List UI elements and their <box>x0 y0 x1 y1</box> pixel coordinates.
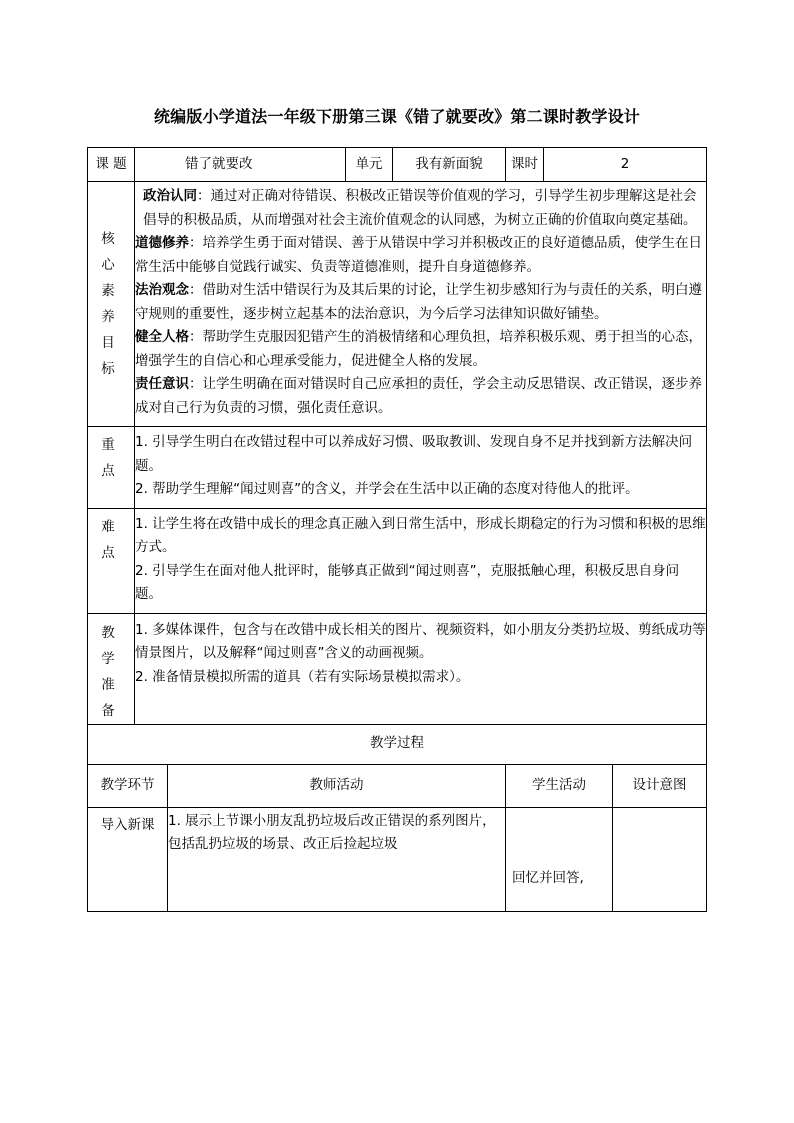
process-intent <box>613 807 707 911</box>
process-col-student: 学生活动 <box>506 764 613 807</box>
lesson-plan-table <box>87 147 707 912</box>
process-col-stage: 教学环节 <box>88 764 168 807</box>
core-goal-text: ：培养学生勇于面对错误、善于从错误中学习并积极改正的良好道德品质，使学生在日常生活中能够自觉践行诚实、负责等道德准则，提升自身道德修养。 <box>135 235 702 275</box>
difficulties-row <box>88 508 707 613</box>
core-goal-text: ：借助对生活中错误行为及其后果的讨论，让学生初步感知行为与责任的关系，明白遵守规则的重要性，逐步树立起基本的法治意识，为今后学习法律知识做好铺垫。 <box>135 282 702 322</box>
difficulty-item: 2. 引导学生在面对他人批评时，能够真正做到“闻过则喜”，克服抵触心理，积极反思自身问题。 <box>135 562 680 602</box>
core-goal-head: 健全人格 <box>135 329 189 345</box>
key-points-row <box>88 427 707 509</box>
core-label-line-3: 目 标 <box>101 335 121 377</box>
process-student-text: 回忆并回答, <box>512 870 584 887</box>
difficulties-label <box>88 508 135 613</box>
key-points-label <box>88 427 135 509</box>
core-goal-text: ：通过对正确对待错误、积极改正错误等价值观的学习，引导学生初步理解这是社会倡导的积极品质，从而增强对社会主流价值观念的认同感，为树立正确的价值取向奠定基础。 <box>143 188 697 228</box>
core-goal-head: 责任意识 <box>135 376 189 392</box>
preparation-item: 1. 多媒体课件，包含与在改错中成长相关的图片、视频资料，如小朋友分类扔垃圾、剪纸成功等情景图片，以及解释“闻过则喜”含义的动画视频。 <box>135 621 706 661</box>
core-goals-row <box>88 182 707 427</box>
period-value: 2 <box>544 148 707 182</box>
preparation-label-line-1: 教 学 <box>101 624 121 667</box>
difficulty-item: 1. 让学生将在改错中成长的理念真正融入到日常生活中，形成长期稳定的行为习惯和积极的思维方式。 <box>135 515 706 555</box>
topic-text: 错了就要改 <box>185 155 253 172</box>
unit-label: 单元 <box>346 148 393 182</box>
core-goal-head: 道德修养 <box>135 235 189 251</box>
core-goal-item <box>135 373 706 420</box>
process-col-teacher: 教师活动 <box>168 764 506 807</box>
process-teacher-text: 1. 展示上节课小朋友乱扔垃圾后改正错误的系列图片，包括乱扔垃圾的场景、改正后捡起垃圾 <box>168 812 496 852</box>
process-student <box>506 807 613 911</box>
core-label-line-2: 素 养 <box>101 283 121 325</box>
core-goals-label <box>88 182 135 427</box>
difficulties-label-text: 难 点 <box>101 518 121 561</box>
key-point-item: 1. 引导学生明白在改错过程中可以养成好习惯、吸取教训、发现自身不足并找到新方法解决问题。 <box>135 434 693 474</box>
core-goal-head: 法治观念 <box>135 282 189 298</box>
key-points-content <box>135 427 707 509</box>
process-header-row <box>88 764 707 807</box>
topic-label: 课 题 <box>88 148 135 182</box>
preparation-row <box>88 613 707 724</box>
core-goal-item <box>135 232 706 279</box>
core-goal-head: 政治认同 <box>143 188 197 204</box>
core-goal-item <box>135 185 706 232</box>
preparation-label <box>88 613 135 724</box>
core-goal-text: ：让学生明确在面对错误时自己应承担的责任，学会主动反思错误、改正错误，逐步养成对自己行为负责的习惯，强化责任意识。 <box>135 376 702 416</box>
key-points-label-text: 重 点 <box>101 437 121 479</box>
preparation-label-line-2: 准 备 <box>101 676 121 719</box>
core-goals-content <box>135 182 707 427</box>
core-goal-text: ：帮助学生克服因犯错产生的消极情绪和心理负担，培养积极乐观、勇于担当的心态，增强学生的自信心和心理承受能力，促进健全人格的发展。 <box>135 329 702 369</box>
topic-value <box>135 148 346 182</box>
difficulties-content <box>135 508 707 613</box>
preparation-item: 2. 准备情景模拟所需的道具（若有实际场景模拟需求）。 <box>135 668 470 685</box>
process-stage <box>88 807 168 911</box>
process-teacher <box>168 807 506 911</box>
core-goal-item <box>135 279 706 326</box>
process-title: 教学过程 <box>88 724 707 764</box>
key-point-item: 2. 帮助学生理解“闻过则喜”的含义，并学会在生活中以正确的态度对待他人的批评。 <box>135 481 639 497</box>
header-row <box>88 148 707 182</box>
core-label-line-1: 核 心 <box>101 231 121 273</box>
document-title: 统编版小学道法一年级下册第三课《错了就要改》第二课时教学设计 <box>153 107 640 126</box>
process-title-row <box>88 724 707 764</box>
process-stage-text: 导入新课 <box>100 816 155 833</box>
process-row <box>88 807 707 911</box>
preparation-content <box>135 613 707 724</box>
process-col-intent: 设计意图 <box>613 764 707 807</box>
unit-value: 我有新面貌 <box>393 148 506 182</box>
core-goal-item <box>135 326 706 373</box>
period-label: 课时 <box>506 148 544 182</box>
